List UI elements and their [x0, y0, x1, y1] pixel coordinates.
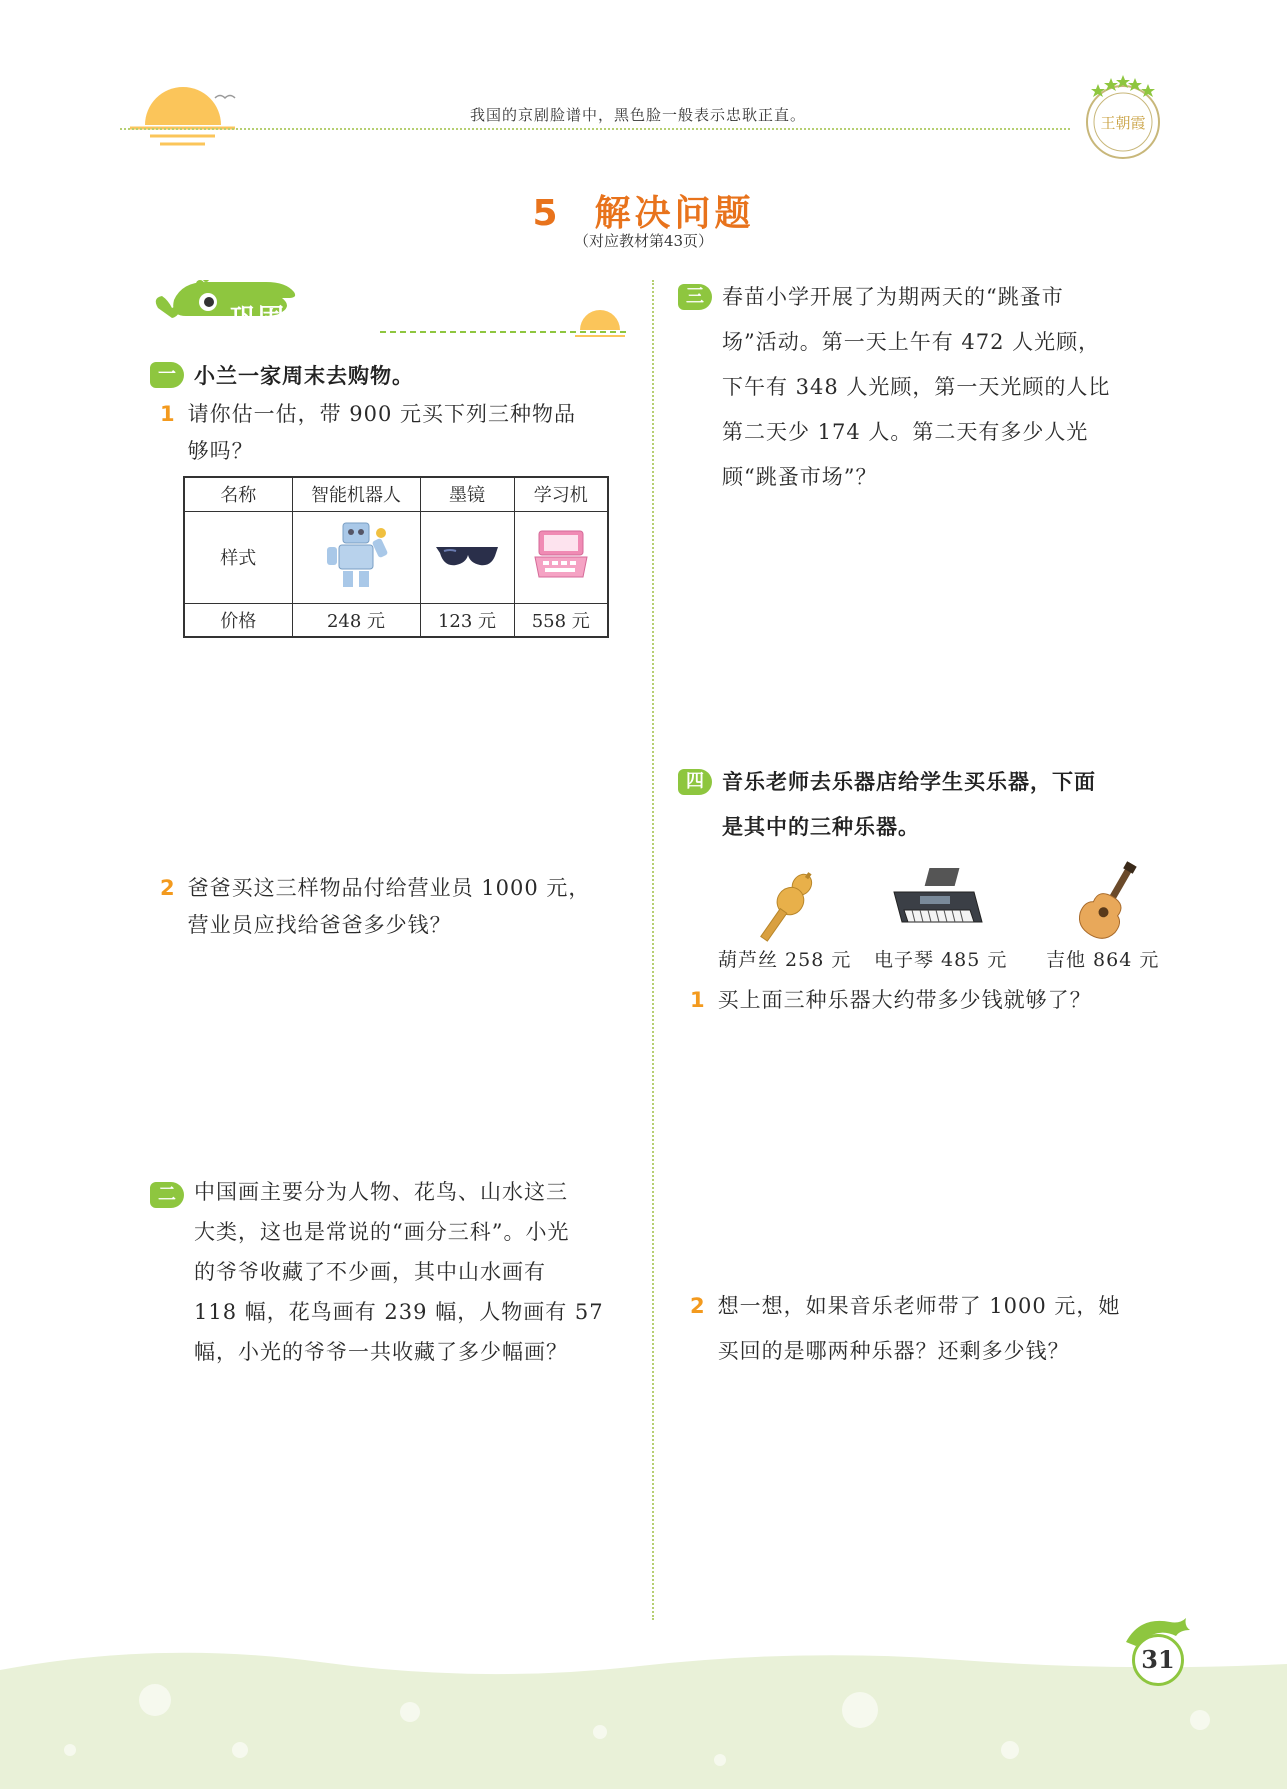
section-banner-label: 巩固提升 — [230, 304, 343, 334]
svg-text:王朝霞: 王朝霞 — [1100, 114, 1146, 132]
q1-sub2-line2: 营业员应找给爸爸多少钱？ — [187, 913, 452, 937]
table-header-cell: 智能机器人 — [292, 477, 420, 511]
header-divider — [120, 128, 1070, 130]
q4-sub1 — [690, 978, 1092, 1023]
table-header-cell: 墨镜 — [420, 477, 514, 511]
q4-heading-line2: 是其中的三种乐器。 — [722, 815, 920, 839]
guitar-icon — [1075, 858, 1145, 944]
page-title: 5 解决问题 — [532, 193, 755, 234]
q3-line: 春苗小学开展了为期两天的“跳蚤市 — [722, 285, 1064, 309]
instrument-label-hulusi: 葫芦丝 258 元 — [718, 949, 852, 971]
table-label-cell: 样式 — [184, 511, 292, 603]
q1-sub1 — [160, 392, 576, 474]
price-cell: 123 元 — [420, 603, 514, 637]
q4-sub1-number: 1 — [690, 988, 706, 1012]
q3-badge: 三 — [678, 284, 712, 310]
robot-image-cell — [292, 511, 420, 603]
header-tip: 我国的京剧脸谱中，黑色脸一般表示忠耿正直。 — [470, 106, 807, 124]
learning-machine-icon — [531, 527, 591, 583]
price-table — [183, 476, 609, 638]
q4-sub2 — [690, 1284, 1120, 1374]
page-number: 31 — [1132, 1634, 1184, 1686]
sunglasses-image-cell — [420, 511, 514, 603]
table-row — [184, 603, 608, 637]
table-label-cell: 价格 — [184, 603, 292, 637]
q1-sub2 — [160, 866, 590, 948]
instrument-label-guitar: 吉他 864 元 — [1046, 949, 1160, 971]
publisher-logo — [1078, 74, 1168, 164]
sunglasses-icon — [432, 537, 502, 573]
q3-line: 下午有 348 人光顾，第一天光顾的人比 — [722, 375, 1111, 399]
table-header-cell: 学习机 — [514, 477, 608, 511]
q4-heading-row — [678, 760, 1096, 850]
price-cell: 248 元 — [292, 603, 420, 637]
q1-heading: 小兰一家周末去购物。 — [194, 364, 414, 388]
q2-badge: 二 — [150, 1182, 184, 1208]
q2-line: 的爷爷收藏了不少画，其中山水画有 — [194, 1260, 546, 1284]
q4-sub1-text: 买上面三种乐器大约带多少钱就够了？ — [717, 988, 1092, 1012]
page-subtitle: （对应教材第43页） — [573, 232, 714, 250]
q1-sub2-number: 2 — [160, 876, 176, 900]
keyboard-icon — [890, 866, 984, 944]
q1-heading-row — [150, 360, 414, 390]
q4-sub2-line2: 买回的是哪两种乐器？还剩多少钱？ — [717, 1339, 1070, 1363]
robot-icon — [321, 517, 391, 593]
q2-line: 中国画主要分为人物、花鸟、山水这三 — [194, 1180, 568, 1204]
q3-line: 顾“跳蚤市场”？ — [722, 465, 878, 489]
instrument-label-keyboard: 电子琴 485 元 — [874, 949, 1008, 971]
q3-line: 场”活动。第一天上午有 472 人光顾， — [722, 330, 1101, 354]
q1-badge: 一 — [150, 362, 184, 388]
q4-heading-line1: 音乐老师去乐器店给学生买乐器，下面 — [722, 770, 1096, 794]
q1-sub1-number: 1 — [160, 402, 176, 426]
q4-badge: 四 — [678, 769, 712, 795]
q1-sub2-line1: 爸爸买这三样物品付给营业员 1000 元， — [187, 876, 591, 900]
table-row — [184, 511, 608, 603]
table-header-cell: 名称 — [184, 477, 292, 511]
q3-block — [678, 275, 1110, 500]
footer-wave-decoration — [0, 1640, 1287, 1789]
q2-line: 118 幅，花鸟画有 239 幅，人物画有 57 — [194, 1300, 604, 1324]
q3-line: 第二天少 174 人。第二天有多少人光 — [722, 420, 1089, 444]
q1-sub1-line2: 够吗？ — [187, 439, 254, 463]
q2-block — [150, 1172, 604, 1372]
learning-machine-image-cell — [514, 511, 608, 603]
sunset-decoration — [120, 70, 240, 150]
q2-line: 幅，小光的爷爷一共收藏了多少幅画？ — [194, 1340, 568, 1364]
section-banner — [150, 280, 630, 340]
hulusi-icon — [752, 866, 822, 946]
q4-sub2-number: 2 — [690, 1294, 706, 1318]
column-divider — [652, 280, 654, 1620]
q4-sub2-line1: 想一想，如果音乐老师带了 1000 元，她 — [717, 1294, 1121, 1318]
q2-line: 大类，这也是常说的“画分三科”。小光 — [194, 1220, 570, 1244]
price-cell: 558 元 — [514, 603, 608, 637]
table-row — [184, 477, 608, 511]
q1-sub1-line1: 请你估一估，带 900 元买下列三种物品 — [187, 402, 577, 426]
